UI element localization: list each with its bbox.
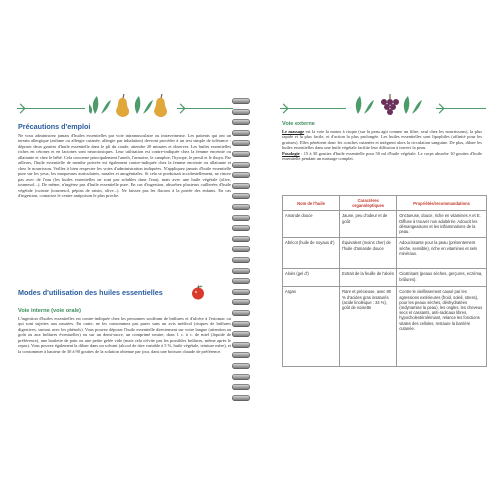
spiral-ring [232,140,250,146]
table-header: Nom de l'huile [283,196,340,211]
leaf-icon [356,96,374,114]
spiral-ring [232,321,250,327]
grape-icon [381,94,399,115]
posology-text: : 15 à 30 gouttes d'huile essentielle pour 50 ml d'huile végétale. Le corps absorbe 10 gouttes d'huile essentielle pendant un massage complet. [282,150,482,162]
spiral-ring [232,204,250,210]
spiral-ring [232,310,250,316]
spiral-ring [232,374,250,380]
spiral-ring [232,172,250,178]
spiral-ring [232,331,250,337]
table-cell: Adoucissante pour la peau (présentement sèche, sensible), riche en vitamines et sels minéraux. [397,238,487,269]
spiral-ring [232,130,250,136]
table-row [283,238,487,269]
spiral-ring [232,98,250,104]
table-cell: Contre le vieillissement causé par les agressions extérieures (froid, soleil, stress), pour les peaux sèches, déshydratées (redynamise la peau), les ongles, les cheveux secs et cassants, anti-radicaux libres, hypocholestérolémiant, relance les fonctions vitales des cellules, restaure la barrière cutanée. [397,287,487,367]
spiral-ring [232,363,250,369]
leaf-icon [135,96,153,114]
spiral-ring [232,162,250,168]
precautions-text: Ne vous administrez jamais d'huiles essentielles par voie intramusculaire ou intraveineuse. Les patients qui ont un terrain allergique (asthme ou allergie cutanée, allergie par inhalation) devront procéder à un test simple de tolérance : déposer deux gouttes d'huile essentielle dans le pli du coude, attendre 20 minutes et observer. Les huiles essentielles riches en cétones et en lactones sont neurotoxiques. Leur utilisation est contre-indiquée chez la femme enceinte ou allaitante et chez le bébé. Cela concerne principalement l'aneth, l'armoise, le camphre, l'hysope, le persil et le thuya. Par ailleurs, l'huile essentielle de menthe poivrée est également contre-indiquée chez la femme enceinte ou allaitante et chez le nourrisson. Veillez à bien respecter les voies d'administration indiquées. N'appliquez jamais d'huile essentielle pure sur les yeux, les muqueuses auriculaires, nasales et anogénitales. Si cela se produisait accidentellement, ne rincez pas avec de l'eau (les huiles essentielles ne sont pas solubles dans l'eau), mais avec une huile végétale (olive, tournesol...). De même, n'ingérez pas d'huile essentielle pure. En cas d'ingestion, absorbez plusieurs cuillerées d'huile végétale (cuisine (tournesol, pépins de raisin, olive...). Ne laissez pas les flacons à la portée des enfants. En cas d'ingestion, contactez le centre antipoison le plus proche. [18,133,231,198]
table-row [283,211,487,238]
spiral-ring [232,384,250,390]
modes-title: Modes d'utilisation des huiles essentielles [18,288,163,297]
precautions-title: Précautions d'emploi [18,122,91,131]
table-cell: Abricot (huile de noyaux d') [283,238,340,269]
left-page [9,92,242,402]
internal-route-text: L'ingestion d'huiles essentielles est contre-indiquée chez les personnes souffrant de brûlures et d'ulcère à l'estomac ou qui sont sujettes aux nausées. En outre, ne les consommez pas pures sans un avis médical (risques de brûlures digestives, surtout avec les phénols). Vous pouvez déposer l'huile essentielle directement sur votre langue (attention au goût ou aux brûlures éventuelles) ou sur un demi-sucre, un comprimé neutre, dans 1 c. à c. de miel (liquide de préférence), une boulette de pain ou une petite gelée vide (mais cela n'évite pas les possibles brûlures, même après le repas). Vous pouvez également la diluer dans un solvant (alcool de titre variable à 5 %, huile végétale, teinture mère), et la consommer à hauteur de 30 à 90 gouttes de la solution obtenue par jour, dans une boisson chaude de préférence. [18,316,231,354]
table-cell: Cicatrisant (peaux sèches, gerçures, eczéma, brûlures). [397,269,487,287]
table-cell: Extrait de la feuille de l'aloès [340,269,397,287]
spiral-ring [232,257,250,263]
spiral-ring [232,183,250,189]
decorative-line [17,108,85,109]
spiral-binding [232,92,250,402]
spiral-ring [232,278,250,284]
fruit-decoration [354,92,434,118]
spiral-ring [232,299,250,305]
spiral-ring [232,395,250,401]
external-route-subtitle: Voie externe [282,121,315,127]
right-page [258,92,491,402]
decorative-line [280,108,346,109]
table-row [283,269,487,287]
spiral-ring [232,236,250,242]
massage-text: est la voie la moins à risque (sur la peau agit comme un filtre, seul chez les nourrissons), la plus rapide et la plus facile, et d'action la plus prolongée. Les huiles essentielles sont lipophiles (affinité pour les graisses). Elles pénètrent donc les couches cutanées et intègrent alors la circulation sanguine. De plus, diluer les huiles essentielles dans une huile végétale facilite leur diffusion à travers la peau. [282,129,482,151]
decorative-line [177,108,233,109]
spiral-ring [232,151,250,157]
pear-icon [154,94,167,117]
notebook-spread [9,92,491,402]
spiral-ring [232,268,250,274]
fruit-decoration [89,92,173,118]
table-cell: Amande douce [283,211,340,238]
table-row [283,287,487,367]
spiral-ring [232,193,250,199]
apple-icon [190,284,206,300]
decorative-line [436,108,486,109]
external-route-text [282,129,482,162]
internal-route-subtitle: Voie interne (voie orale) [18,308,81,314]
leaf-icon [404,96,422,114]
massage-keyword: Le massage [282,129,305,134]
spiral-ring [232,352,250,358]
spiral-ring [232,225,250,231]
oils-table [282,195,487,367]
table-header-row [283,196,487,211]
spiral-ring [232,342,250,348]
spiral-ring [232,289,250,295]
table-cell: Aloès (gel d') [283,269,340,287]
pear-icon [116,94,129,117]
posology-keyword: Posologie [282,150,300,156]
table-header: Propriétés/recommandations [397,196,487,211]
leaf-icon [89,96,111,114]
table-cell: Équivalent (moins cher) de l'huile d'amande douce [340,238,397,269]
table-cell: Onctueuse, douce, riche en vitamines A et E. Diffuse à trouver non adultérée. Adoucit les démangeaisons et les inflammations de la peau. [397,211,487,238]
table-cell: Rare et précieuse, avec 80 % d'acides gras insaturés (acide linoléique : 34 %), goût de noisette [340,287,397,367]
spiral-ring [232,119,250,125]
table-cell: Jaune, peu d'odeur et de goût [340,211,397,238]
spiral-ring [232,215,250,221]
spiral-ring [232,246,250,252]
table-cell: Argan [283,287,340,367]
table-header: Caractères organoleptiques [340,196,397,211]
spiral-ring [232,109,250,115]
